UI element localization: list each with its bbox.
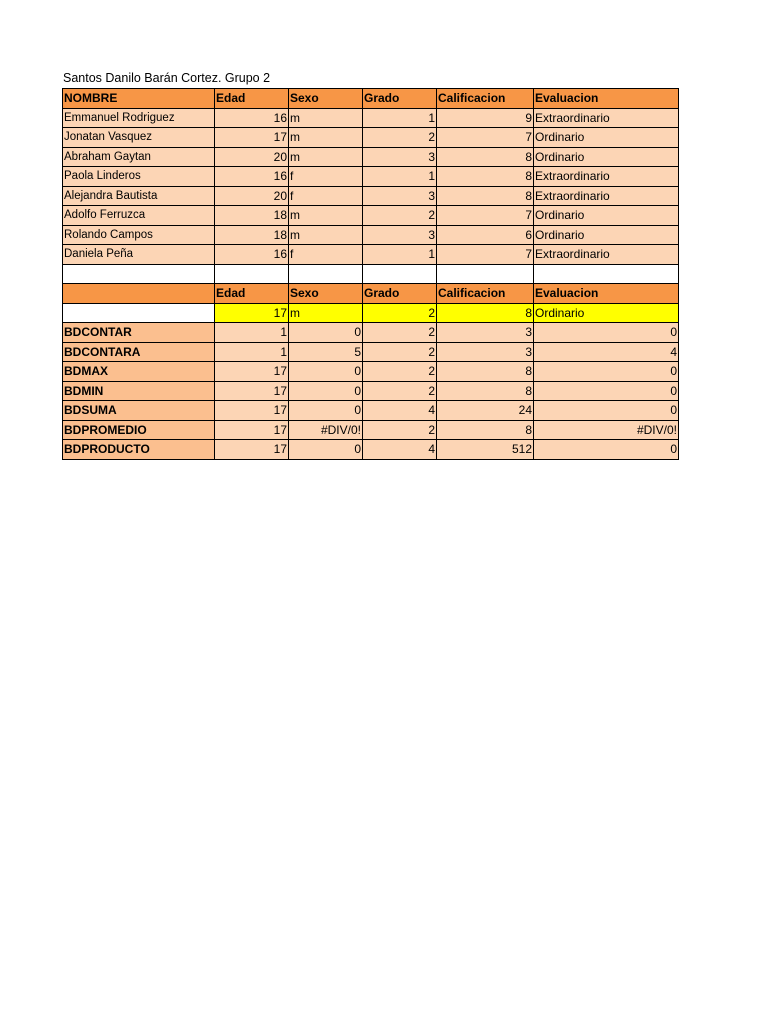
function-value[interactable]: 0 xyxy=(289,440,363,460)
function-value[interactable]: 2 xyxy=(363,381,437,401)
header-cell[interactable]: Edad xyxy=(215,89,289,109)
criteria-row xyxy=(63,303,679,323)
function-value[interactable]: 0 xyxy=(534,323,679,343)
cell-calificacion[interactable]: 8 xyxy=(437,147,534,167)
header-cell[interactable]: Grado xyxy=(363,89,437,109)
cell-edad[interactable]: 16 xyxy=(215,245,289,265)
cell-nombre[interactable]: Alejandra Bautista xyxy=(63,186,215,206)
criteria-header-cell[interactable]: Sexo xyxy=(289,284,363,304)
cell-evaluacion[interactable]: Extraordinario xyxy=(534,245,679,265)
criteria-header-row xyxy=(63,284,679,304)
cell-edad[interactable]: 16 xyxy=(215,108,289,128)
empty-cell[interactable] xyxy=(363,264,437,284)
function-value[interactable]: 0 xyxy=(289,381,363,401)
function-value[interactable]: 1 xyxy=(215,323,289,343)
criteria-calificacion[interactable]: 8 xyxy=(437,303,534,323)
function-value[interactable]: 0 xyxy=(534,381,679,401)
blank-row xyxy=(63,264,679,284)
cell-calificacion[interactable]: 7 xyxy=(437,206,534,226)
cell-grado[interactable]: 1 xyxy=(363,108,437,128)
header-row xyxy=(63,89,679,109)
function-value[interactable]: 24 xyxy=(437,401,534,421)
function-name[interactable]: BDCONTAR xyxy=(63,323,215,343)
function-value[interactable]: 2 xyxy=(363,362,437,382)
cell-evaluacion[interactable]: Extraordinario xyxy=(534,186,679,206)
function-value[interactable]: 17 xyxy=(215,362,289,382)
cell-sexo[interactable]: f xyxy=(289,245,363,265)
cell-sexo[interactable]: f xyxy=(289,167,363,187)
empty-cell[interactable] xyxy=(289,264,363,284)
function-name[interactable]: BDPRODUCTO xyxy=(63,440,215,460)
table-row xyxy=(63,186,679,206)
cell-nombre[interactable]: Adolfo Ferruzca xyxy=(63,206,215,226)
function-row xyxy=(63,420,679,440)
empty-cell[interactable] xyxy=(63,303,215,323)
function-row xyxy=(63,323,679,343)
header-cell[interactable]: Calificacion xyxy=(437,89,534,109)
cell-edad[interactable]: 20 xyxy=(215,186,289,206)
table-row xyxy=(63,206,679,226)
table-row xyxy=(63,128,679,148)
function-value[interactable]: 0 xyxy=(289,401,363,421)
function-value[interactable]: 2 xyxy=(363,420,437,440)
cell-evaluacion[interactable]: Extraordinario xyxy=(534,167,679,187)
cell-nombre[interactable]: Jonatan Vasquez xyxy=(63,128,215,148)
function-value[interactable]: 3 xyxy=(437,323,534,343)
function-value[interactable]: 17 xyxy=(215,440,289,460)
cell-evaluacion[interactable]: Ordinario xyxy=(534,206,679,226)
cell-nombre[interactable]: Emmanuel Rodriguez xyxy=(63,108,215,128)
cell-evaluacion[interactable]: Ordinario xyxy=(534,128,679,148)
function-value[interactable]: #DIV/0! xyxy=(289,420,363,440)
header-cell[interactable]: Evaluacion xyxy=(534,89,679,109)
function-name[interactable]: BDPROMEDIO xyxy=(63,420,215,440)
page-title: Santos Danilo Barán Cortez. Grupo 2 xyxy=(63,71,271,85)
function-value[interactable]: 4 xyxy=(363,401,437,421)
header-cell[interactable]: Sexo xyxy=(289,89,363,109)
empty-cell[interactable] xyxy=(215,264,289,284)
cell-calificacion[interactable]: 9 xyxy=(437,108,534,128)
cell-calificacion[interactable]: 7 xyxy=(437,245,534,265)
function-row xyxy=(63,342,679,362)
database-table xyxy=(62,88,679,460)
empty-cell[interactable] xyxy=(534,264,679,284)
cell-grado[interactable]: 3 xyxy=(363,186,437,206)
function-value[interactable]: 8 xyxy=(437,420,534,440)
cell-grado[interactable]: 2 xyxy=(363,128,437,148)
function-value[interactable]: 4 xyxy=(534,342,679,362)
function-value[interactable]: 512 xyxy=(437,440,534,460)
cell-sexo[interactable]: m xyxy=(289,225,363,245)
criteria-header-cell[interactable]: Grado xyxy=(363,284,437,304)
table-row xyxy=(63,245,679,265)
function-value[interactable]: 3 xyxy=(437,342,534,362)
function-value[interactable]: 0 xyxy=(534,362,679,382)
function-value[interactable]: 5 xyxy=(289,342,363,362)
table-row xyxy=(63,167,679,187)
cell-edad[interactable]: 20 xyxy=(215,147,289,167)
function-value[interactable]: 0 xyxy=(289,362,363,382)
cell-evaluacion[interactable]: Ordinario xyxy=(534,225,679,245)
cell-sexo[interactable]: m xyxy=(289,128,363,148)
cell-nombre[interactable]: Daniela Peña xyxy=(63,245,215,265)
function-value[interactable]: 17 xyxy=(215,420,289,440)
cell-edad[interactable]: 16 xyxy=(215,167,289,187)
cell-grado[interactable]: 3 xyxy=(363,225,437,245)
function-value[interactable]: 0 xyxy=(534,401,679,421)
table-row xyxy=(63,147,679,167)
criteria-grado[interactable]: 2 xyxy=(363,303,437,323)
function-value[interactable]: 0 xyxy=(289,323,363,343)
cell-grado[interactable]: 3 xyxy=(363,147,437,167)
function-value[interactable]: 2 xyxy=(363,323,437,343)
cell-edad[interactable]: 18 xyxy=(215,206,289,226)
cell-sexo[interactable]: m xyxy=(289,108,363,128)
function-name[interactable]: BDSUMA xyxy=(63,401,215,421)
cell-sexo[interactable]: m xyxy=(289,147,363,167)
function-value[interactable]: 2 xyxy=(363,342,437,362)
cell-grado[interactable]: 1 xyxy=(363,167,437,187)
cell-edad[interactable]: 17 xyxy=(215,128,289,148)
criteria-sexo[interactable]: m xyxy=(289,303,363,323)
function-row xyxy=(63,381,679,401)
cell-evaluacion[interactable]: Extraordinario xyxy=(534,108,679,128)
function-value[interactable]: 8 xyxy=(437,381,534,401)
function-value[interactable]: #DIV/0! xyxy=(534,420,679,440)
function-value[interactable]: 0 xyxy=(534,440,679,460)
cell-sexo[interactable]: m xyxy=(289,206,363,226)
function-value[interactable]: 1 xyxy=(215,342,289,362)
function-name[interactable]: BDMIN xyxy=(63,381,215,401)
criteria-header-cell[interactable]: Evaluacion xyxy=(534,284,679,304)
cell-calificacion[interactable]: 6 xyxy=(437,225,534,245)
empty-cell[interactable] xyxy=(437,264,534,284)
cell-grado[interactable]: 1 xyxy=(363,245,437,265)
criteria-edad[interactable]: 17 xyxy=(215,303,289,323)
cell-nombre[interactable]: Abraham Gaytan xyxy=(63,147,215,167)
cell-evaluacion[interactable]: Ordinario xyxy=(534,147,679,167)
criteria-evaluacion[interactable]: Ordinario xyxy=(534,303,679,323)
criteria-header-cell[interactable]: Edad xyxy=(215,284,289,304)
cell-calificacion[interactable]: 8 xyxy=(437,186,534,206)
cell-calificacion[interactable]: 8 xyxy=(437,167,534,187)
table-row xyxy=(63,225,679,245)
function-value[interactable]: 4 xyxy=(363,440,437,460)
function-row xyxy=(63,440,679,460)
table-row xyxy=(63,108,679,128)
cell-grado[interactable]: 2 xyxy=(363,206,437,226)
cell-nombre[interactable]: Paola Linderos xyxy=(63,167,215,187)
function-row xyxy=(63,362,679,382)
cell-edad[interactable]: 18 xyxy=(215,225,289,245)
function-value[interactable]: 8 xyxy=(437,362,534,382)
cell-calificacion[interactable]: 7 xyxy=(437,128,534,148)
empty-cell[interactable] xyxy=(63,264,215,284)
function-value[interactable]: 17 xyxy=(215,401,289,421)
cell-nombre[interactable]: Rolando Campos xyxy=(63,225,215,245)
criteria-header-cell[interactable] xyxy=(63,284,215,304)
header-cell[interactable]: NOMBRE xyxy=(63,89,215,109)
function-name[interactable]: BDMAX xyxy=(63,362,215,382)
function-value[interactable]: 17 xyxy=(215,381,289,401)
function-row xyxy=(63,401,679,421)
cell-sexo[interactable]: f xyxy=(289,186,363,206)
function-name[interactable]: BDCONTARA xyxy=(63,342,215,362)
criteria-header-cell[interactable]: Calificacion xyxy=(437,284,534,304)
